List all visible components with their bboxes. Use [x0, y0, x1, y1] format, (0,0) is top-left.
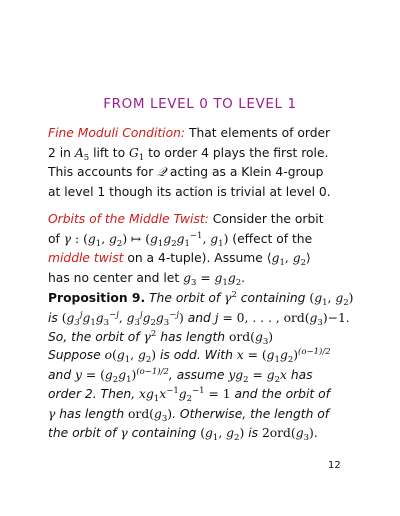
- orbits-heading: Orbits of the Middle Twist:: [48, 212, 209, 226]
- slide-title: FROM LEVEL 0 TO LEVEL 1: [103, 96, 297, 112]
- proposition-label: Proposition 9.: [48, 291, 146, 305]
- suppose-paragraph: Suppose $o(g_1$, $g_2$) is odd. With $x = (g_1g_2)^{(o-1)/2}$ and $y = (g_2g_1)^{(o-1)/2}$, assume $yg_2 = g_2x$ has order 2. Then, $xg_1x^{-1}g_2^{-1} = 1$ and the orbit of γ has length $ord(g_3)$. Otherwise, the length of the orbit of γ containing ($g_1$, $g_2$) is $2ord(g_3)$.: [48, 347, 331, 444]
- fine-moduli-paragraph: Fine Moduli Condition: That elements of order 2 in $A_5$ lift to $G_1$ to order 4 plays the first role. This accounts for 𝒬 acting as a Klein 4-group at level 1 though its action is trivial at level 0.: [48, 126, 331, 199]
- fine-moduli-heading: Fine Moduli Condition:: [48, 126, 186, 140]
- proposition-9: Proposition 9. The orbit of $\gamma^2$ containing ($g_1$, $g_2$) is ($g_3^jg_1g_3^{-j}$, $g_3^jg_2g_3^{-j}$) and j = 0, . . . , $ord(g_3)-1$. So, the orbit of $\gamma^2$ has length $ord(g_3)$: [48, 290, 354, 348]
- orbits-paragraph: Orbits of the Middle Twist: Consider the orbit of γ : ($g_1$, $g_2$) ↦ ($g_1g_2g_1^{-1}$, $g_1$) (effect of the middle twist on a 4-tuple). Assume $⟨g_1$, $g_2⟩$ has no center and let $g_3 = g_1g_2$.: [48, 212, 324, 288]
- page-number: 12: [328, 460, 341, 471]
- middle-twist-term: middle twist: [48, 251, 124, 266]
